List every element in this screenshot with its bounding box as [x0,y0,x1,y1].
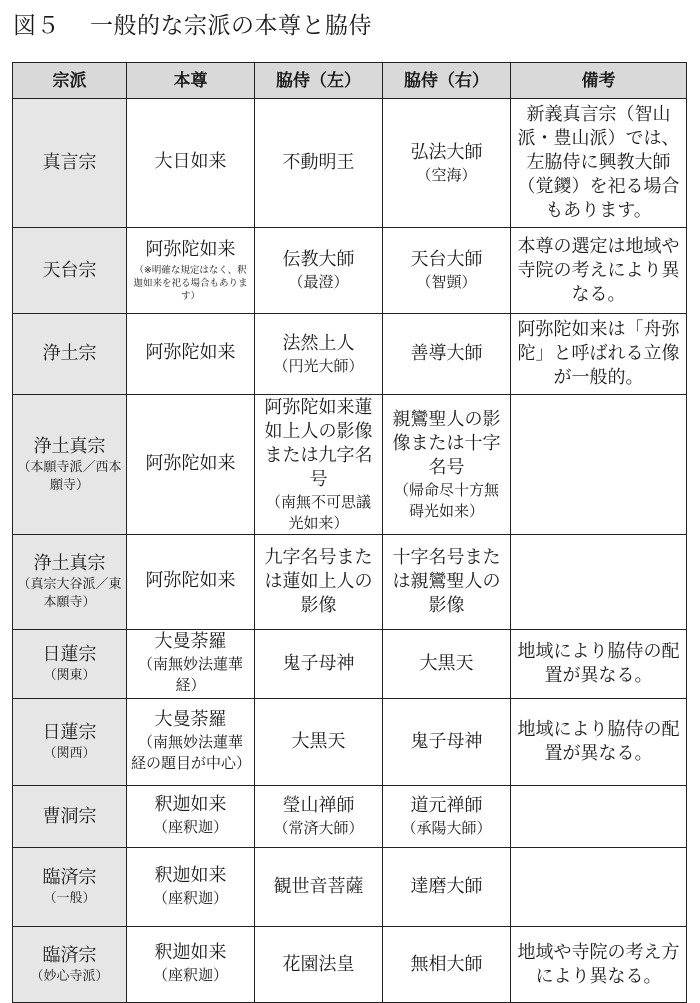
attendant-left-cell [255,630,383,699]
honzon-cell [127,395,255,535]
header-notes: 備考 [511,63,687,99]
notes-cell [511,228,687,314]
table-row [13,848,687,927]
honzon-name: 阿弥陀如来 [145,452,236,474]
header-attendant-right: 脇侍（右） [383,63,511,99]
attendant-left-cell [255,228,383,314]
honzon-cell [127,786,255,848]
honzon-note: （※明確な規定はなく、釈迦如来を祀る場合もあります） [133,265,248,302]
honzon-detail: （南無妙法蓮華経の題目が中心） [131,733,252,772]
attendant-right-detail: （承陽大師） [401,819,492,837]
honzon-detail: （座釈迦） [152,966,228,984]
honzon-name: 大日如来 [154,151,227,172]
attendant-right-cell [383,786,511,848]
sect-name: 日蓮宗 [42,722,97,743]
attendant-left-name: 鬼子母神 [282,653,355,674]
sect-branch: （妙心寺派） [30,968,109,984]
table-row [13,314,687,395]
honzon-name: 阿弥陀如来 [145,570,236,591]
attendant-left-cell [255,699,383,786]
attendant-right-cell [383,927,511,1003]
sect-cell [13,314,127,395]
attendant-right-name: 道元禅師 [410,795,483,816]
table-row [13,228,687,314]
attendant-right-name: 善導大師 [410,343,483,364]
sect-cell [13,99,127,228]
sect-branch: （関西） [43,746,96,761]
attendant-left-detail: （常済大師） [273,819,364,837]
notes-cell [511,99,687,228]
table-row [13,99,687,228]
attendant-left-name: 伝教大師 [282,249,355,270]
sect-branch: （本願寺派／西本願寺） [17,459,122,493]
attendant-left-cell [255,848,383,927]
attendant-right-name: 大黒天 [419,653,474,674]
sect-branch: （真宗大谷派／東本願寺） [17,577,122,610]
table-row [13,699,687,786]
figure-number: 図５ [13,13,60,39]
notes-cell [511,786,687,848]
attendant-left-name: 観世音菩薩 [273,876,364,897]
attendant-left-cell [255,786,383,848]
attendant-right-name: 鬼子母神 [410,731,483,752]
attendant-right-cell [383,535,511,630]
attendant-right-cell [383,630,511,699]
attendant-left-detail: （円光大師） [273,356,364,375]
attendant-left-name: 大黒天 [291,731,346,752]
attendant-left-name: 瑩山禅師 [282,795,355,816]
sect-cell [13,228,127,314]
honzon-cell [127,699,255,786]
honzon-name: 大曼荼羅 [154,709,227,730]
sect-name: 日蓮宗 [42,644,97,665]
attendant-left-name: 花園法皇 [282,953,355,975]
honzon-cell [127,314,255,395]
attendant-right-cell [383,99,511,228]
notes-cell [511,927,687,1003]
honzon-detail: （座釈迦） [152,818,228,836]
attendant-left-detail: （最澄） [288,273,349,291]
sect-cell [13,395,127,535]
sect-cell [13,699,127,786]
sect-cell [13,535,127,630]
sect-name: 臨済宗 [42,944,97,966]
header-honzon: 本尊 [127,63,255,99]
attendant-left-name: 阿弥陀如来蓮如上人の影像または九字名号 [264,396,373,490]
table-row [13,630,687,699]
sect-cell [13,848,127,927]
sect-name: 臨済宗 [42,867,97,888]
sect-cell [13,630,127,699]
attendant-left-cell [255,395,383,535]
attendant-right-detail: （智顗） [416,273,477,291]
honzon-name: 阿弥陀如来 [145,342,236,363]
attendant-left-cell [255,314,383,395]
honzon-cell [127,927,255,1003]
honzon-name: 釈迦如来 [154,942,227,963]
notes-text: 地域により脇侍の配置が異なる。 [517,719,680,764]
sect-branch: （関東） [43,668,96,683]
notes-text: 本尊の選定は地域や寺院の考えにより異なる。 [517,235,680,305]
sect-name: 曹洞宗 [42,805,97,827]
header-attendant-left: 脇侍（左） [255,63,383,99]
honzon-cell [127,630,255,699]
sect-name: 浄土宗 [42,343,97,364]
attendant-right-detail: （空海） [416,165,477,184]
attendant-left-cell [255,927,383,1003]
honzon-name: 釈迦如来 [154,794,227,815]
honzon-detail: （南無妙法蓮華経） [137,655,243,694]
attendant-right-name: 十字名号または親鸞聖人の影像 [392,547,501,616]
sect-name: 天台宗 [42,259,97,281]
attendant-right-name: 無相大師 [410,953,483,975]
table-row [13,786,687,848]
attendant-right-cell [383,314,511,395]
table-body [13,99,687,1003]
honzon-cell [127,848,255,927]
attendant-left-name: 九字名号または蓮如上人の影像 [264,547,373,616]
attendant-left-cell [255,99,383,228]
attendant-right-cell [383,395,511,535]
attendant-left-detail: （南無不可思議光如来） [265,492,371,532]
honzon-name: 釈迦如来 [154,864,227,886]
notes-cell [511,848,687,927]
notes-cell [511,699,687,786]
header-sect: 宗派 [13,63,127,99]
notes-text: 新義真言宗（智山派・豊山派）では、左脇侍に興教大師（覚鑁）を祀る場合もあります。 [517,104,680,221]
notes-text: 阿弥陀如来は「舟弥陀」と呼ばれる立像が一般的。 [517,319,680,388]
honzon-cell [127,99,255,228]
sect-name: 浄土真宗 [33,435,106,457]
figure-caption: 一般的な宗派の本尊と脇侍 [90,13,372,39]
honzon-name: 大曼荼羅 [154,631,227,652]
attendant-right-name: 弘法大師 [410,141,483,163]
notes-cell [511,535,687,630]
attendant-right-name: 親鸞聖人の影像または十字名号 [392,408,501,478]
notes-text: 地域により脇侍の配置が異なる。 [517,641,680,686]
table-row [13,927,687,1003]
sect-cell [13,927,127,1003]
header-row [13,63,687,99]
attendant-right-name: 天台大師 [410,249,483,270]
attendant-right-detail: （帰命尽十方無碍光如来） [393,480,499,520]
honzon-cell [127,228,255,314]
sect-name: 真言宗 [42,152,97,173]
sect-cell [13,786,127,848]
attendant-left-name: 法然上人 [282,332,355,354]
sect-name: 浄土真宗 [33,553,106,574]
sect-branch: （一般） [43,891,96,906]
honzon-detail: （座釈迦） [152,888,228,907]
notes-text: 地域や寺院の考え方により異なる。 [517,941,680,987]
attendant-right-cell [383,699,511,786]
attendant-left-name: 不動明王 [282,152,355,173]
table-row [13,395,687,535]
sect-table [12,62,687,1003]
figure-title [13,9,372,43]
honzon-cell [127,535,255,630]
honzon-name: 阿弥陀如来 [145,239,236,260]
notes-cell [511,630,687,699]
notes-cell [511,314,687,395]
table-row [13,535,687,630]
attendant-left-cell [255,535,383,630]
attendant-right-cell [383,228,511,314]
notes-cell [511,395,687,535]
attendant-right-name: 達磨大師 [410,876,483,897]
attendant-right-cell [383,848,511,927]
